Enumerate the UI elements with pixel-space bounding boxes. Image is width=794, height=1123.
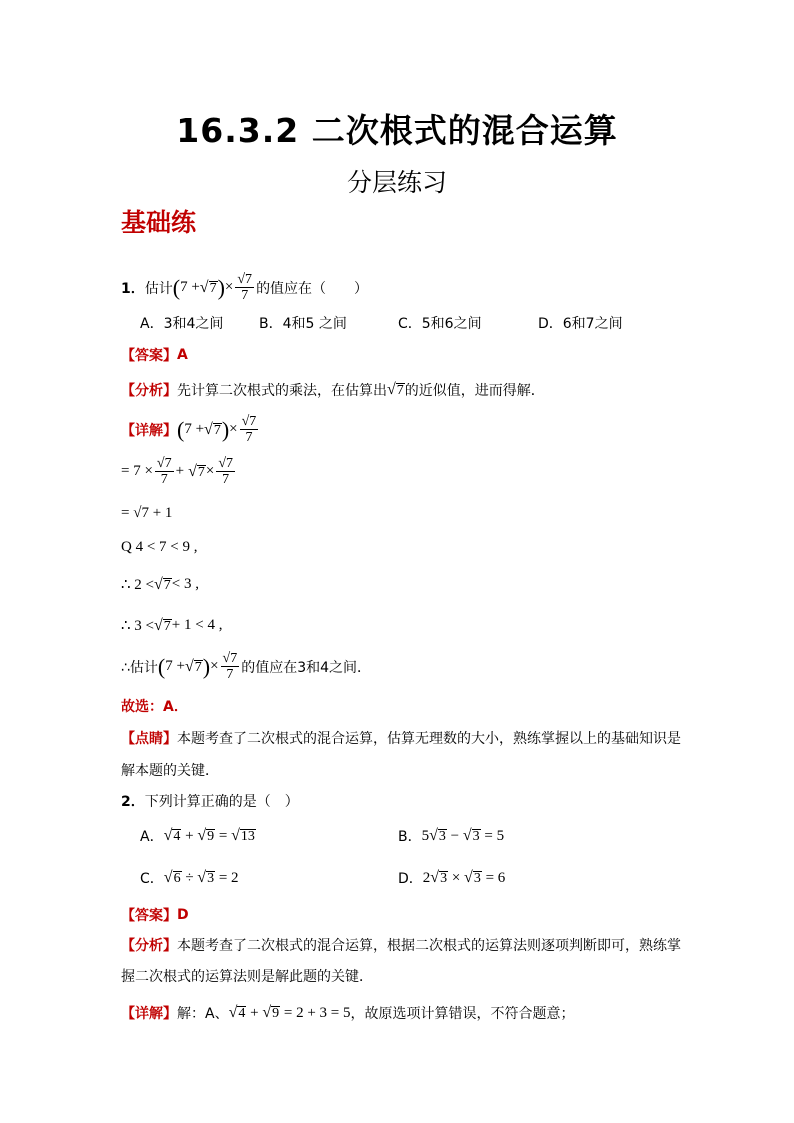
step5-suffix: < 3 , — [171, 576, 200, 592]
option-b-label: B． — [398, 829, 422, 845]
answer-value: A — [177, 347, 188, 363]
detail-line-2: = 7 × $\frac{√7}{7}$ + √ 7 × $\frac{√7}{7}$ — [121, 456, 234, 487]
point-tag: 【点睛】 — [121, 731, 177, 747]
option-a: A． √ 4 + √ 9 = √ 13 — [140, 827, 255, 845]
detail-line-5: ∴ 2 < √ 7 < 3 , — [121, 575, 200, 593]
analysis-text-a: 先计算二次根式的乘法，在估算出 — [177, 383, 387, 399]
point-text-a: 本题考查了二次根式的混合运算，估算无理数的大小，熟练掌握以上的基础知识是 — [177, 731, 681, 747]
stem-prefix: 估计 — [144, 280, 173, 297]
analysis-line-1 — [121, 935, 681, 955]
analysis-tag: 【分析】 — [121, 938, 177, 954]
step6-suffix: + 1 < 4 , — [171, 617, 223, 633]
option-b: B． 5 √ 3 − √ 3 = 5 — [398, 827, 505, 845]
document-title: 16.3.2 二次根式的混合运算 — [176, 111, 618, 150]
detail-prefix: 解：A、 — [177, 1006, 229, 1022]
analysis-tag: 【分析】 — [121, 383, 177, 399]
stem-suffix: 的值应在（ ） — [256, 280, 369, 297]
option-a-label: A． — [140, 829, 164, 845]
option-b: B．4和5 之间 — [259, 316, 347, 332]
question-2-stem — [121, 791, 299, 811]
option-c: C．5和6之间 — [398, 316, 482, 332]
answer-line — [121, 905, 189, 925]
detail-line-4: Q 4 < 7 < 9 , — [121, 539, 198, 555]
fraction-expression: $\frac{√7}{7}$ — [237, 272, 253, 303]
analysis-line-2: 握二次根式的运算法则是解此题的关键． — [121, 969, 373, 985]
stem-text: 下列计算正确的是（ ） — [144, 794, 299, 810]
question-number: 1． — [121, 280, 145, 297]
detail-tag: 【详解】 — [121, 1006, 177, 1022]
detail-line: 【详解】 解：A、 √ 4 + √ 9 = 2 + 3 = 5 ，故原选项计算错误，不符合题意； — [121, 1004, 575, 1022]
answer-tag: 【答案】 — [121, 908, 177, 924]
answer-value: D — [177, 907, 189, 923]
sqrt-expression: √ 7 — [199, 278, 217, 296]
detail-tag: 【详解】 — [121, 422, 177, 439]
analysis-line: 【分析】 先计算二次根式的乘法，在估算出 √ 7 的近似值，进而得解． — [121, 381, 545, 399]
option-c-label: C． — [140, 871, 164, 887]
step7-prefix: ∴估计 — [121, 659, 158, 676]
step7-suffix: 的值应在3和4之间． — [241, 659, 372, 676]
detail-suffix: ，故原选项计算错误，不符合题意； — [350, 1006, 575, 1022]
analysis-text-b: 的近似值，进而得解． — [404, 383, 545, 399]
option-d: D．6和7之间 — [538, 316, 623, 332]
analysis-text-a: 本题考查了二次根式的混合运算，根据二次根式的运算法则逐项判断即可，熟练掌 — [177, 938, 681, 954]
choose-line: 故选：A． — [121, 699, 188, 715]
section-heading: 基础练 — [121, 208, 197, 237]
answer-tag: 【答案】 — [121, 348, 177, 364]
detail-line-6: ∴ 3 < √ 7 + 1 < 4 , — [121, 616, 223, 634]
point-line-1 — [121, 728, 681, 748]
question-1-stem: 1． 估计 ( 7 + √ 7 ) × $\frac{√7}{7}$ 的值应在（ ） — [121, 272, 369, 303]
detail-line-7: ∴估计 ( 7 + √ 7 ) × $\frac{√7}{7}$ 的值应在3和4之间． — [121, 651, 372, 682]
point-line-2: 解本题的关键． — [121, 763, 219, 779]
detail-line-3: = √7 + 1 — [121, 505, 173, 521]
step5-prefix: ∴ 2 < — [121, 577, 155, 593]
step6-prefix: ∴ 3 < — [121, 618, 155, 634]
option-a: A．3和4之间 — [140, 316, 224, 332]
question-number: 2． — [121, 794, 145, 810]
detail-line-1: 【详解】 ( 7 + √ 7 ) × $\frac{√7}{7}$ — [121, 414, 257, 445]
option-d-label: D． — [398, 871, 423, 887]
option-c: C． √ 6 ÷ √ 3 = 2 — [140, 869, 239, 887]
document-subtitle: 分层练习 — [346, 168, 447, 197]
option-d: D． 2 √ 3 × √ 3 = 6 — [398, 869, 506, 887]
answer-line — [121, 345, 188, 365]
